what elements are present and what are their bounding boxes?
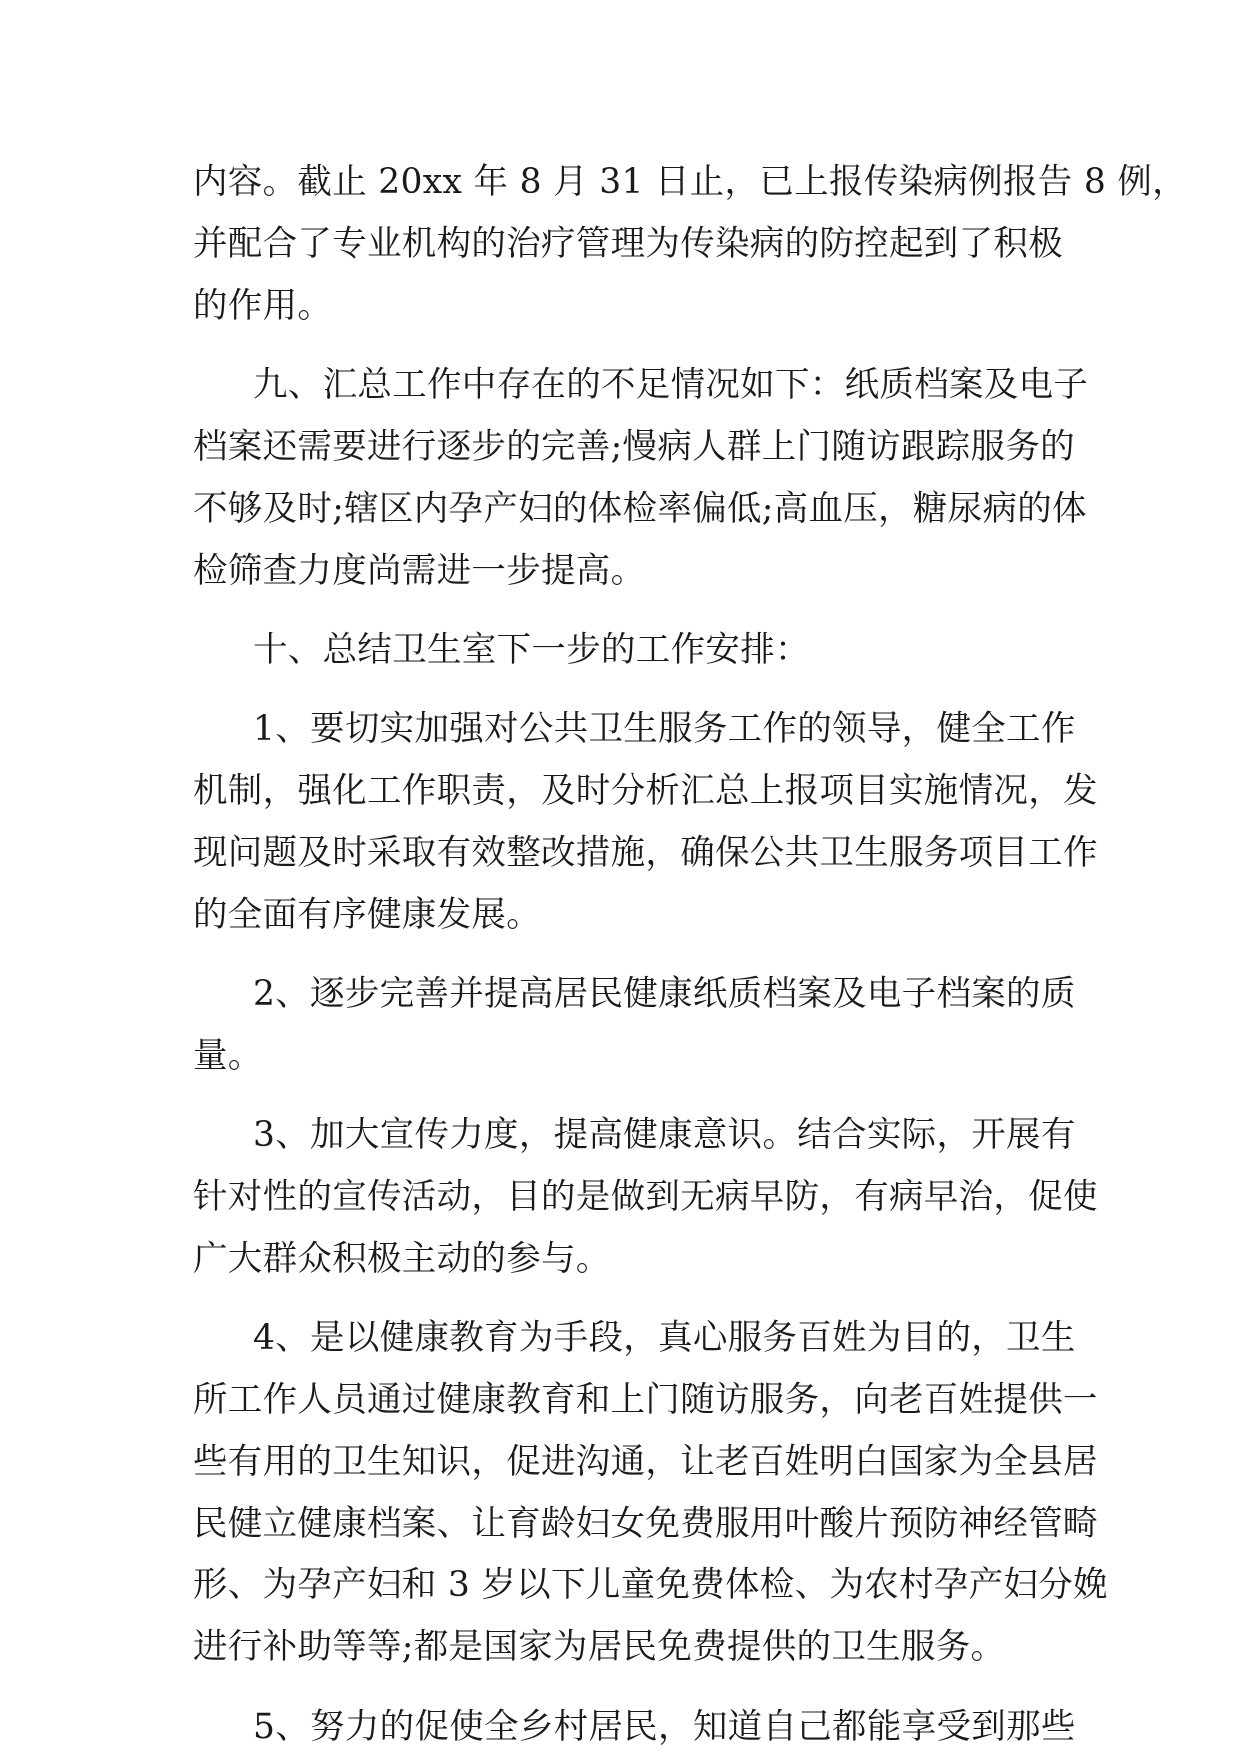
paragraph-infectious-report [193, 152, 1187, 338]
text-line: 针对性的宣传活动，目的是做到无病早防，有病早治，促使 [193, 1176, 1098, 1217]
paragraph-shortcomings [193, 355, 1089, 603]
text-line: 广大群众积极主动的参与。 [193, 1238, 611, 1279]
text-line: 内容。截止 20xx 年 8 月 31 日止，已上报传染病例报告 8 例， [193, 162, 1187, 202]
paragraph-item-1 [193, 699, 1098, 947]
text-line: 形、为孕产妇和 3 岁以下儿童免费体检、为农村孕产妇分娩 [193, 1565, 1108, 1606]
text-line: 量。 [193, 1035, 263, 1076]
text-line: 检筛查力度尚需进一步提高。 [193, 550, 646, 591]
paragraph-item-5 [193, 1697, 1076, 1758]
text-line: 机制，强化工作职责，及时分析汇总上报项目实施情况，发 [193, 770, 1098, 811]
text-line: 九、汇总工作中存在的不足情况如下：纸质档案及电子 [253, 364, 1089, 405]
text-line: 的全面有序健康发展。 [193, 894, 541, 935]
text-line: 档案还需要进行逐步的完善;慢病人群上门随访跟踪服务的 [193, 426, 1075, 467]
text-line: 所工作人员通过健康教育和上门随访服务，向老百姓提供一 [193, 1379, 1098, 1420]
paragraph-next-steps-heading [193, 620, 1053, 682]
text-line: 并配合了专业机构的治疗管理为传染病的防控起到了积极 [193, 223, 1063, 264]
text-line: 不够及时;辖区内孕产妇的体检率偏低;高血压，糖尿病的体 [193, 488, 1087, 529]
text-line: 进行补助等等;都是国家为居民免费提供的卫生服务。 [193, 1627, 1006, 1668]
paragraph-item-3 [193, 1105, 1098, 1291]
text-line: 3、加大宣传力度，提高健康意识。结合实际，开展有 [253, 1114, 1076, 1155]
paragraph-item-4 [193, 1308, 1108, 1679]
text-line: 5、努力的促使全乡村居民，知道自己都能享受到那些 [253, 1706, 1076, 1747]
body-text [193, 152, 1187, 1758]
text-line: 的作用。 [193, 285, 333, 326]
text-line: 现问题及时采取有效整改措施，确保公共卫生服务项目工作 [193, 832, 1098, 873]
text-line: 些有用的卫生知识，促进沟通，让老百姓明白国家为全县居 [193, 1441, 1098, 1482]
text-line: 1、要切实加强对公共卫生服务工作的领导，健全工作 [253, 709, 1076, 750]
text-line: 十、总结卫生室下一步的工作安排： [253, 629, 810, 670]
text-line: 民健立健康档案、让育龄妇女免费服用叶酸片预防神经管畸 [193, 1503, 1098, 1544]
text-line: 4、是以健康教育为手段，真心服务百姓为目的，卫生 [253, 1317, 1076, 1358]
text-line: 2、逐步完善并提高居民健康纸质档案及电子档案的质 [253, 973, 1076, 1014]
paragraph-item-2 [193, 964, 1076, 1088]
